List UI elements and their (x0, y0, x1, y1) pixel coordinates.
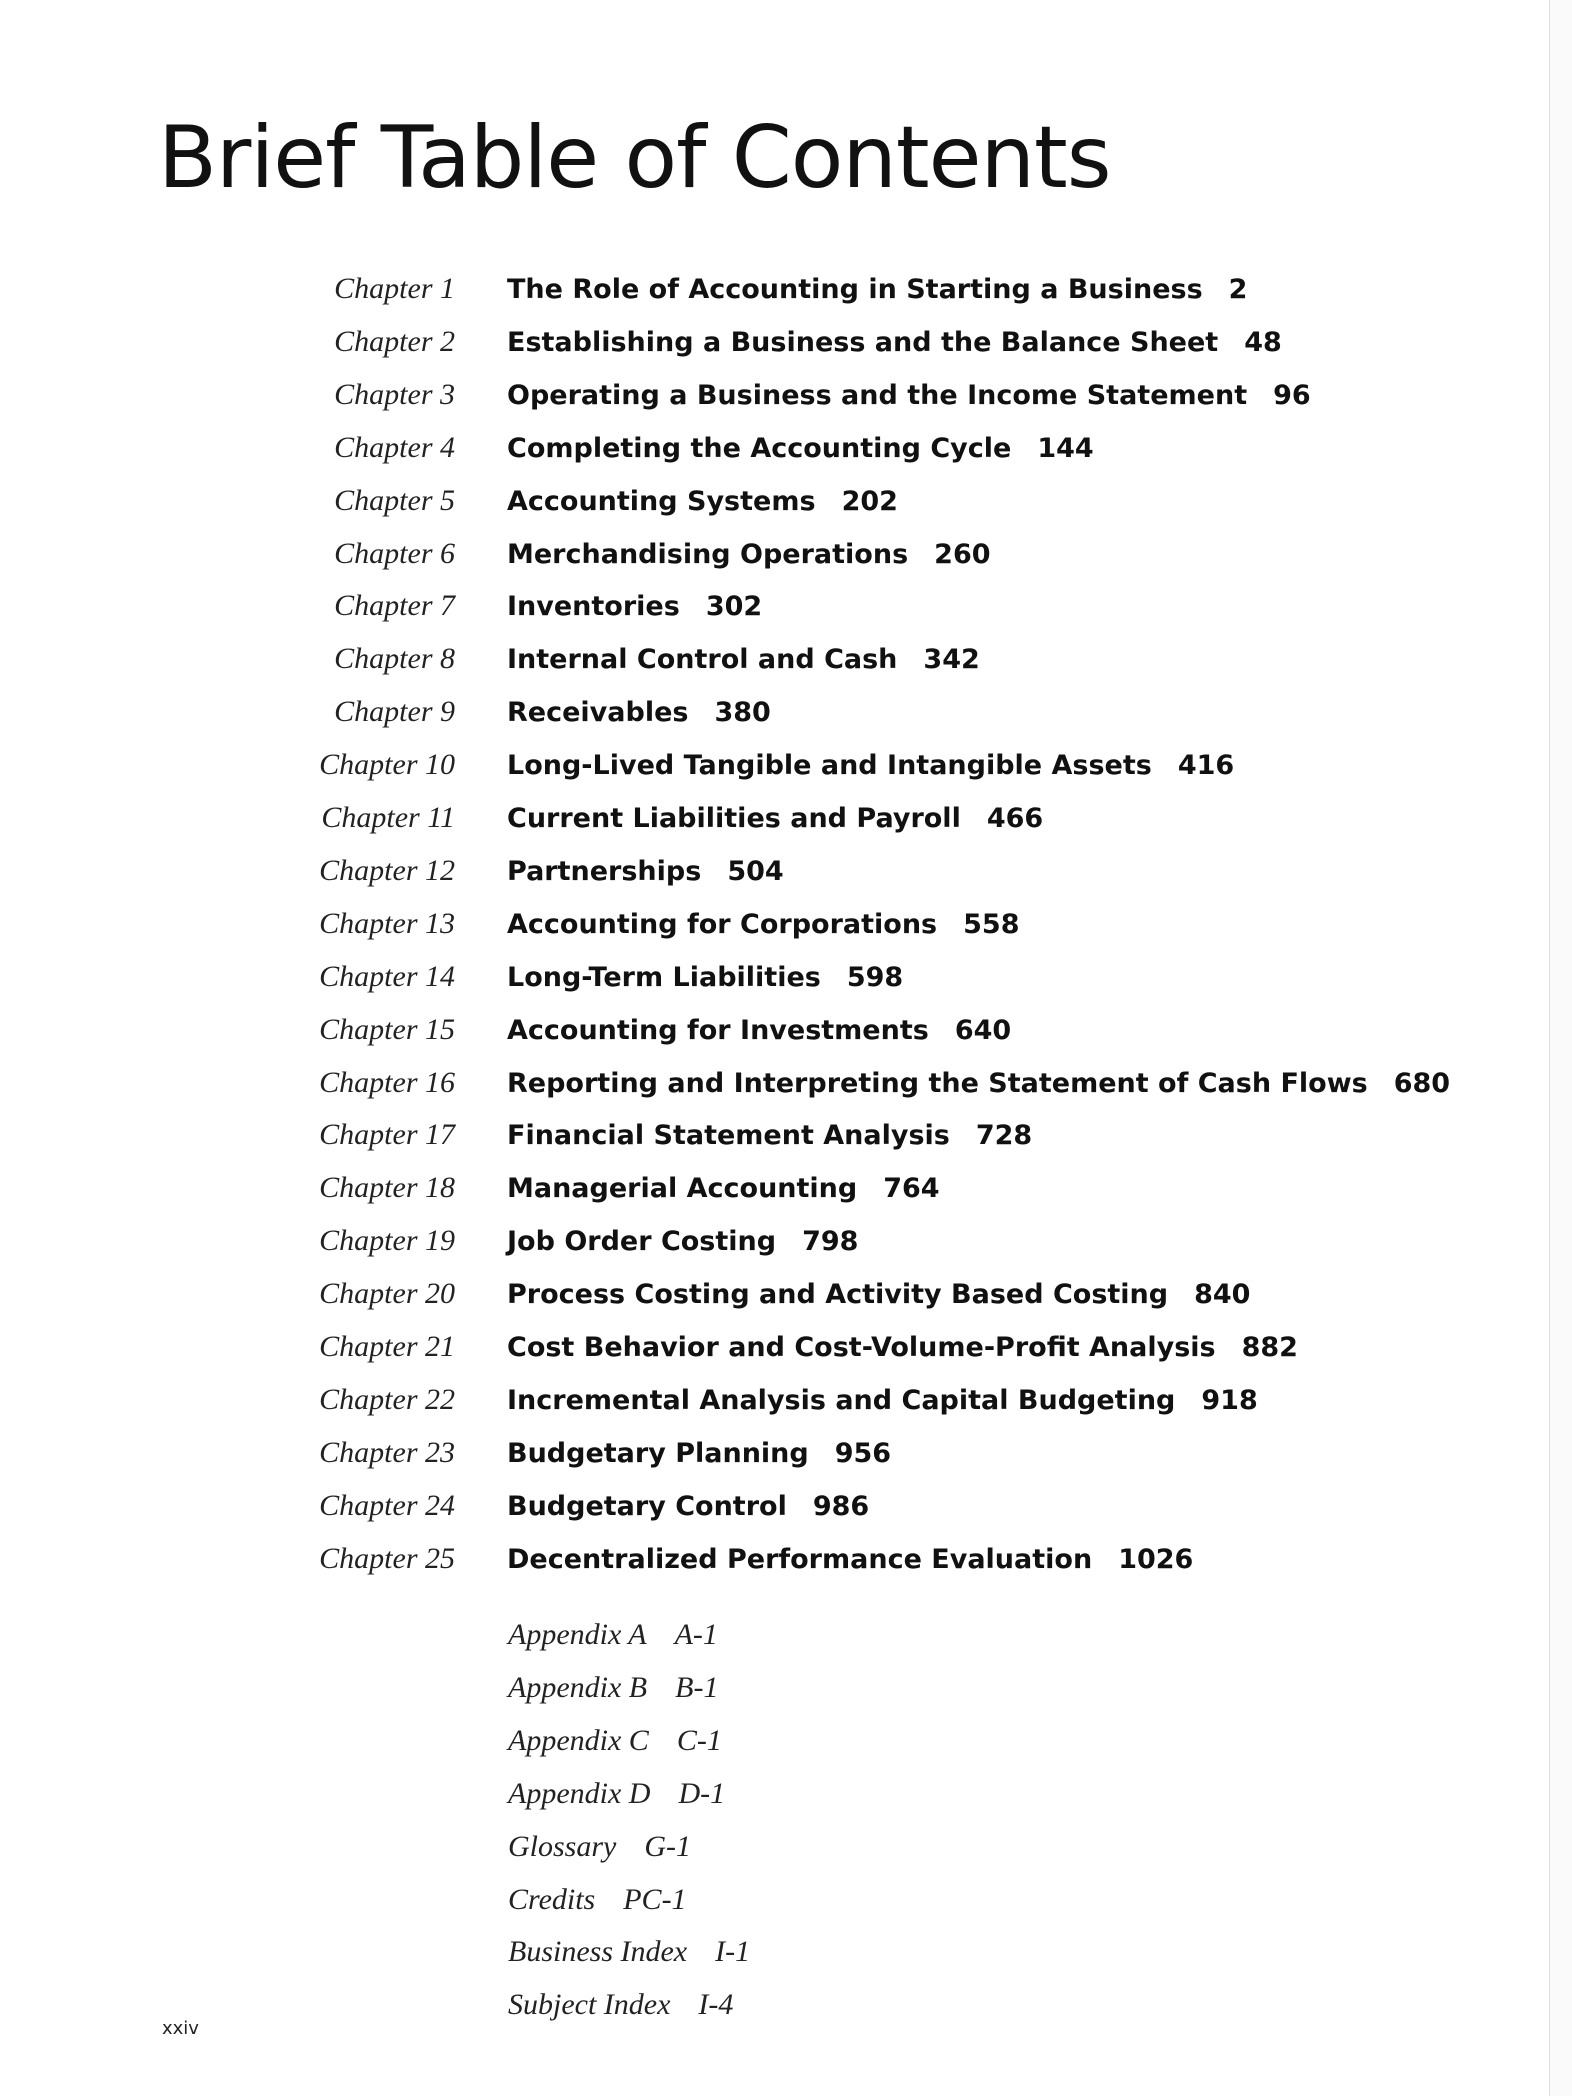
backmatter-page: A-1 (674, 1618, 718, 1651)
chapter-title-line (507, 539, 991, 570)
toc-entry (0, 801, 1572, 841)
toc-entry (0, 589, 1572, 629)
chapter-label: Chapter 10 (319, 748, 455, 782)
chapter-title-line (507, 1068, 1450, 1099)
chapter-title-line (507, 1438, 891, 1469)
toc-entry (0, 1542, 1572, 1582)
chapter-page: 882 (1241, 1332, 1298, 1363)
chapter-label: Chapter 12 (319, 853, 455, 887)
chapter-label: Chapter 25 (319, 1541, 455, 1575)
toc-entry (0, 1013, 1572, 1053)
chapter-page: 96 (1273, 379, 1311, 411)
chapter-title-line (507, 591, 762, 622)
backmatter-page: I-1 (715, 1935, 751, 1969)
page-number: xxiv (162, 2018, 199, 2039)
chapter-page: 558 (963, 908, 1020, 940)
chapter-title: Completing the Accounting Cycle (507, 432, 1012, 464)
chapter-title-line (507, 909, 1020, 940)
chapter-title: Long-Term Liabilities (507, 961, 821, 993)
chapter-label: Chapter 3 (334, 377, 455, 411)
chapter-label: Chapter 23 (319, 1435, 455, 1469)
chapter-page: 48 (1244, 326, 1282, 358)
chapter-title: Decentralized Performance Evaluation (507, 1543, 1093, 1575)
chapter-label: Chapter 8 (334, 642, 455, 676)
toc-entry (0, 642, 1572, 682)
chapter-title: Managerial Accounting (507, 1173, 858, 1205)
chapter-label: Chapter 6 (334, 536, 455, 570)
backmatter-entry (508, 1777, 725, 1811)
chapter-page: 466 (986, 803, 1044, 834)
chapter-page: 598 (846, 961, 904, 993)
toc-entry (0, 1066, 1572, 1106)
chapter-label: Chapter 2 (334, 324, 455, 358)
chapter-title: Accounting for Investments (507, 1014, 929, 1046)
toc-entry (0, 1224, 1572, 1264)
chapter-page: 956 (834, 1437, 892, 1469)
backmatter-label: Appendix A (508, 1618, 647, 1651)
chapter-label: Chapter 16 (319, 1065, 455, 1099)
chapter-page: 1026 (1118, 1543, 1194, 1575)
toc-entry (0, 1171, 1572, 1211)
chapter-label: Chapter 22 (319, 1382, 455, 1416)
chapter-page: 416 (1177, 750, 1235, 782)
toc-entry (0, 378, 1572, 418)
toc-entry (0, 272, 1572, 312)
chapter-title: Process Costing and Activity Based Costing (507, 1279, 1169, 1311)
backmatter-page: G-1 (644, 1829, 691, 1863)
toc-entry (0, 1277, 1572, 1317)
chapter-label: Chapter 13 (319, 906, 455, 940)
chapter-label: Chapter 17 (319, 1118, 455, 1152)
chapter-title: Operating a Business and the Income Statement (507, 379, 1248, 411)
chapter-title-line (507, 1491, 869, 1522)
backmatter-entry (508, 1988, 733, 2022)
toc-entry (0, 748, 1572, 788)
chapter-page: 640 (954, 1014, 1012, 1046)
toc-entry (0, 1330, 1572, 1370)
chapter-title-line (507, 433, 1094, 464)
toc-entry (0, 1436, 1572, 1476)
chapter-title-line (507, 1173, 940, 1204)
chapter-title-line (507, 327, 1282, 358)
toc-entry (0, 431, 1572, 471)
backmatter-page: D-1 (678, 1776, 726, 1810)
backmatter-page: C-1 (676, 1723, 722, 1757)
chapter-title: Long-Lived Tangible and Intangible Assets (507, 750, 1152, 782)
chapter-title: Accounting for Corporations (507, 908, 938, 940)
chapter-label: Chapter 21 (319, 1330, 455, 1363)
chapter-title: Internal Control and Cash (507, 644, 898, 676)
chapter-title: Financial Statement Analysis (507, 1120, 950, 1152)
chapter-title-line (507, 697, 771, 728)
backmatter-label: Credits (508, 1882, 596, 1916)
chapter-title-line (507, 1332, 1298, 1363)
chapter-title: Accounting Systems (507, 485, 816, 517)
chapter-page: 260 (934, 538, 991, 570)
chapter-title: Merchandising Operations (507, 538, 909, 570)
chapter-title-line (507, 1226, 858, 1257)
toc-entry (0, 854, 1572, 894)
chapter-title-line (507, 1120, 1032, 1151)
backmatter-page: PC-1 (623, 1882, 687, 1916)
toc-entry (0, 960, 1572, 1000)
toc-entry (0, 484, 1572, 524)
backmatter-label: Appendix D (508, 1776, 651, 1810)
chapter-title-line (507, 644, 980, 675)
backmatter-entry (508, 1618, 718, 1652)
chapter-page: 380 (714, 697, 771, 729)
chapter-title: Inventories (507, 591, 680, 623)
chapter-label: Chapter 15 (319, 1012, 455, 1046)
chapter-page: 680 (1393, 1067, 1451, 1099)
toc-entry (0, 1383, 1572, 1423)
toc-entry (0, 1118, 1572, 1158)
chapter-page: 144 (1037, 432, 1094, 464)
chapter-label: Chapter 24 (319, 1488, 455, 1522)
chapter-label: Chapter 1 (334, 272, 455, 305)
chapter-title-line (507, 803, 1043, 834)
backmatter-entry (508, 1935, 750, 1969)
chapter-title: Receivables (507, 697, 689, 729)
chapter-title: Job Order Costing (507, 1226, 777, 1258)
toc-entry (0, 537, 1572, 577)
backmatter-page: B-1 (675, 1670, 719, 1704)
chapter-title-line (507, 962, 903, 993)
page-title: Brief Table of Contents (158, 108, 1111, 208)
backmatter-entry (508, 1724, 722, 1758)
chapter-title: Partnerships (507, 855, 702, 887)
chapter-page: 302 (705, 591, 763, 623)
chapter-title-line (507, 1015, 1011, 1046)
chapter-title-line (507, 856, 784, 887)
chapter-title: Establishing a Business and the Balance Sheet (507, 326, 1219, 358)
chapter-label: Chapter 20 (319, 1277, 455, 1311)
chapter-title-line (507, 486, 898, 517)
toc-entry (0, 1489, 1572, 1529)
chapter-title: Cost Behavior and Cost-Volume-Profit Analysis (507, 1332, 1216, 1363)
chapter-title: Reporting and Interpreting the Statement of Cash Flows (507, 1067, 1368, 1099)
chapter-title-line (507, 1279, 1250, 1310)
chapter-page: 342 (923, 644, 980, 676)
chapter-title: Budgetary Control (507, 1490, 787, 1522)
chapter-page: 504 (727, 855, 784, 887)
chapter-page: 202 (841, 485, 898, 517)
chapter-title-line (507, 1544, 1193, 1575)
backmatter-label: Glossary (508, 1829, 617, 1863)
toc-entry (0, 325, 1572, 365)
chapter-label: Chapter 5 (334, 483, 455, 517)
backmatter-label: Subject Index (508, 1988, 671, 2022)
backmatter-label: Appendix B (508, 1670, 648, 1704)
chapter-title: Current Liabilities and Payroll (507, 803, 961, 834)
chapter-title-line (507, 274, 1247, 305)
chapter-label: Chapter 14 (319, 959, 455, 993)
chapter-label: Chapter 19 (319, 1224, 455, 1258)
backmatter-entry (508, 1830, 691, 1864)
chapter-page: 728 (975, 1120, 1033, 1152)
chapter-title: Incremental Analysis and Capital Budgeting (507, 1384, 1176, 1416)
chapter-page: 798 (802, 1226, 859, 1258)
chapter-page: 986 (812, 1490, 870, 1522)
chapter-title-line (507, 750, 1234, 781)
chapter-label: Chapter 11 (321, 801, 455, 834)
chapter-label: Chapter 9 (334, 695, 455, 729)
chapter-label: Chapter 7 (334, 589, 455, 623)
chapter-page: 840 (1194, 1279, 1251, 1311)
chapter-page: 2 (1228, 274, 1248, 305)
backmatter-entry (508, 1671, 718, 1705)
backmatter-entry (508, 1883, 687, 1917)
chapter-title: The Role of Accounting in Starting a Business (507, 274, 1203, 305)
chapter-page: 918 (1201, 1384, 1258, 1416)
backmatter-label: Appendix C (508, 1723, 649, 1757)
backmatter-page: I-4 (698, 1988, 734, 2022)
chapter-title-line (507, 380, 1311, 411)
chapter-title-line (507, 1385, 1258, 1416)
chapter-title: Budgetary Planning (507, 1437, 809, 1469)
chapter-page: 764 (883, 1173, 940, 1205)
backmatter-label: Business Index (508, 1935, 688, 1969)
toc-entry (0, 695, 1572, 735)
toc-entry (0, 907, 1572, 947)
chapter-label: Chapter 18 (319, 1171, 455, 1205)
chapter-label: Chapter 4 (334, 430, 455, 464)
